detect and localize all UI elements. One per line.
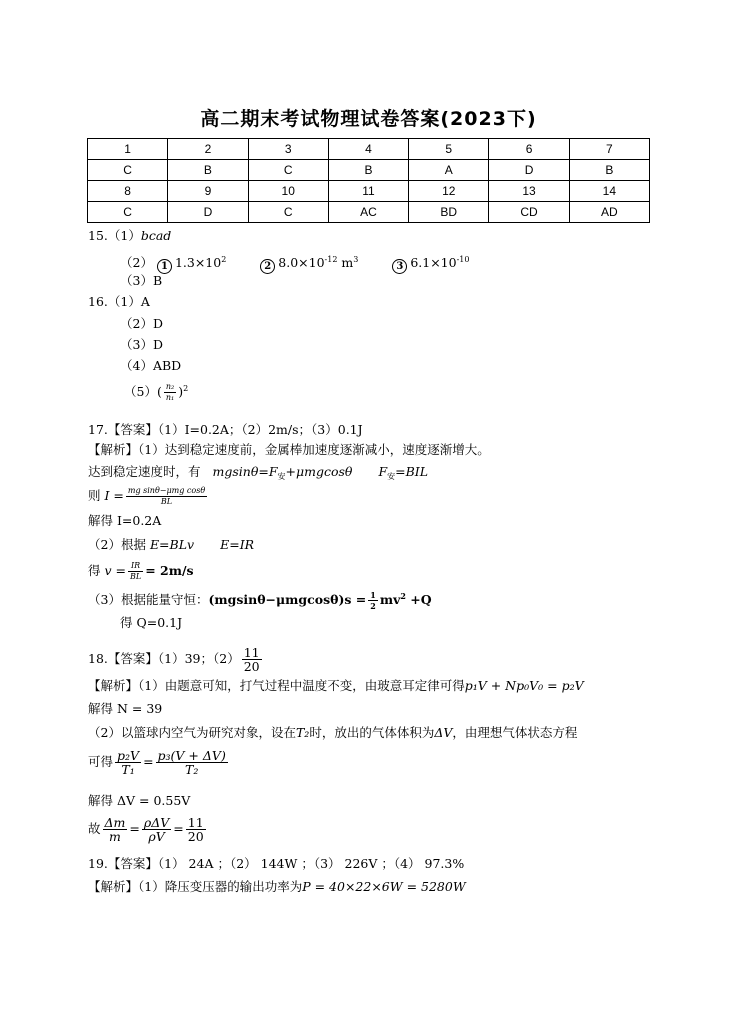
answer-table-cell: C [88,202,168,223]
answer-table-cell: D [489,160,569,181]
answer-table-cell: 2 [168,139,248,160]
circled-number-1: 1 [157,259,172,274]
answer-table-row [88,202,650,223]
answer-table-cell: 3 [248,139,328,160]
answer-table-cell: 12 [409,181,489,202]
q17-analysis-3: 则 I = $\frac{\text{mg sinθ−μmg cosθ}}{BL}$ [88,486,206,506]
q16-part4: （4）ABD [120,358,182,373]
answer-table-cell: C [248,160,328,181]
q18-analysis-5: 解得 ΔV = 0.55V [88,793,191,808]
answer-table-cell: 5 [409,139,489,160]
q18-analysis-2: 解得 N = 39 [88,701,163,716]
answer-table-row [88,160,650,181]
answer-table-cell: AD [569,202,649,223]
answer-table-cell: D [168,202,248,223]
answer-table-row [88,181,650,202]
page-title: 高二期末考试物理试卷答案(2023下) [200,108,537,130]
q19-analysis-1: 【解析】（1）降压变压器的输出功率为P = 40×22×6W = 5280W [88,879,466,894]
q18-analysis-6: 故 $\frac{\Delta m}{m}$ = $\frac{\text{ρΔV}}{\rho V}$ = $\frac{11}{20}$ [88,815,204,844]
q15-part3: （3）B [120,273,163,288]
circled-number-2: 2 [260,259,275,274]
q17-analysis-2: 达到稳定速度时，有 $mgsin\theta=F_安+\mu mgcos\theta$ $F_安=BIL$ [88,464,429,481]
q16-part3: （3）D [120,337,163,352]
answer-table-cell: AC [328,202,408,223]
answer-table-cell: 4 [328,139,408,160]
answer-table-cell: BD [409,202,489,223]
answer-table-cell: 1 [88,139,168,160]
q18-analysis-3: （2）以篮球内空气为研究对象，设在T₂时，放出的气体体积为ΔV，由理想气体状态方程 [88,725,578,740]
answer-table-cell: A [409,160,489,181]
answer-table-cell: 14 [569,181,649,202]
q18-analysis-1: 【解析】（1）由题意可知，打气过程中温度不变，由玻意耳定律可得p₁V + Np₀V₀ = p₂V [88,678,584,693]
q16-part2: （2）D [120,316,163,331]
q17-analysis-4: 解得 I=0.2A [88,513,162,528]
answer-table [87,138,650,223]
q17-analysis-6: 得 v = $\frac{IR}{BL}$ = 2m/s [88,561,194,581]
q17-analysis-5: （2）根据 E=BLv E=IR [88,537,255,552]
q17-analysis-7: （3）根据能量守恒：(mgsinθ−μmgcosθ)s = $\frac{1}{2}$ $mv^2 +Q$ [88,590,432,611]
answer-table-cell: CD [489,202,569,223]
answer-table-cell: 9 [168,181,248,202]
answer-table-cell: 6 [489,139,569,160]
answer-table-cell: 8 [88,181,168,202]
answer-table-cell: 10 [248,181,328,202]
answer-table-cell: 7 [569,139,649,160]
q18-analysis-4: 可得 $\frac{\text{p₂V}}{\text{T₁}}$ = $\frac{\text{p₃(V + ΔV)}}{\text{T₂}}$ [88,748,226,777]
q19-answer: 19.【答案】（1） 24A ；（2） 144W ；（3） 226V ；（4） 97.3% [88,856,465,871]
q17-answer: 17.【答案】（1）I=0.2A；（2）2m/s；（3）0.1J [88,422,363,437]
q15-part2: （2） 1 $1.3\times 10^2$ 2 $8.0\times 10^{-12}$ $m^3$ 3 $6.1\times 10^{-10}$ [120,255,470,272]
answer-table-cell: C [248,202,328,223]
answer-table-cell: C [88,160,168,181]
answer-table-cell: B [328,160,408,181]
q18-answer: 18.【答案】（1）39；（2） $\frac{11}{20}$ [88,645,260,674]
q16-part1: 16.（1）A [88,294,150,309]
answer-table-cell: B [168,160,248,181]
answer-table-cell: B [569,160,649,181]
circled-number-3: 3 [392,259,407,274]
q17-analysis-1: 【解析】（1）达到稳定速度前，金属棒加速度逐渐减小，速度逐渐增大。 [88,442,490,457]
q17-analysis-8: 得 Q=0.1J [120,615,183,630]
answer-table-cell: 13 [489,181,569,202]
answer-table-cell: 11 [328,181,408,202]
q15-part1: 15.（1）bcad [88,228,172,243]
answer-table-row [88,139,650,160]
q16-part5: （5）( $\frac{\text{n₂}}{\text{n₁}}$ )$^2$ [124,382,189,402]
